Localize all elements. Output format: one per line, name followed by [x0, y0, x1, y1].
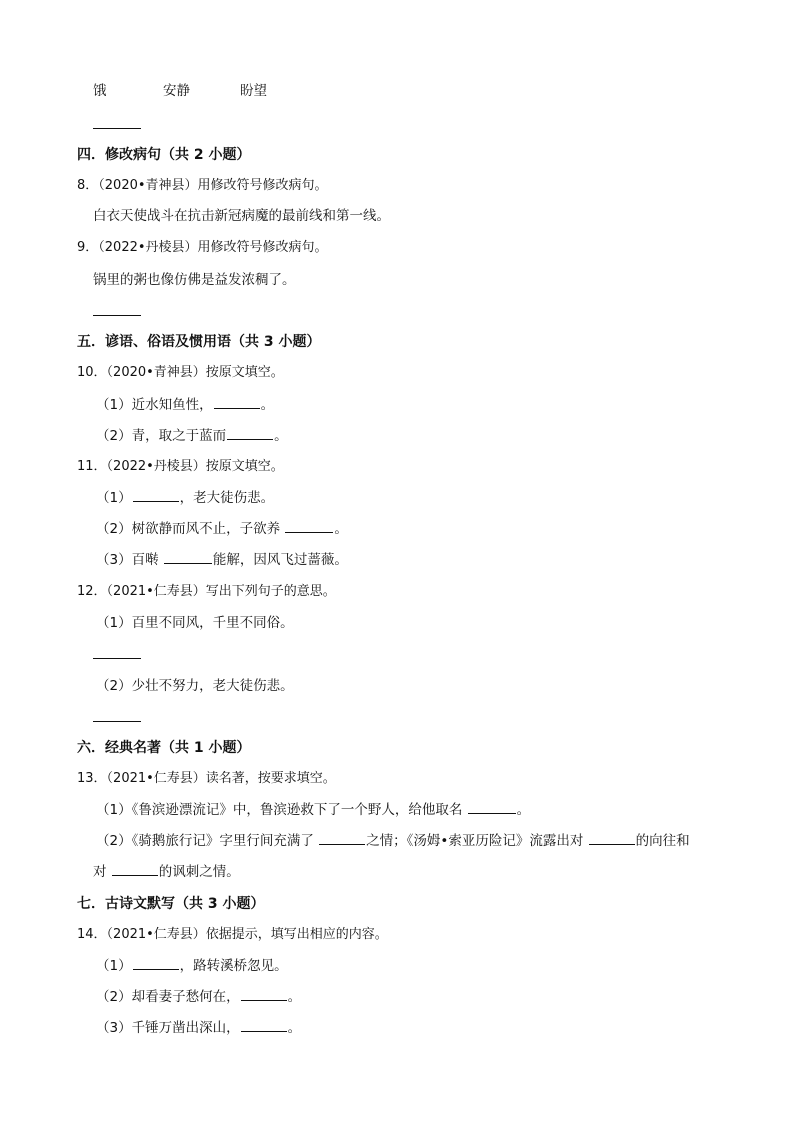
fill-blank[interactable] — [285, 520, 333, 533]
q11-part-2: （2）树欲静而风不止，子欲养 。 — [96, 521, 348, 537]
fill-blank[interactable] — [319, 832, 365, 845]
q13-part-1: （1）《鲁滨逊漂流记》中，鲁滨逊救下了一个野人，给他取名 。 — [96, 802, 531, 818]
q14-stem: 14．（2021•仁寿县）依据提示，填写出相应的内容。 — [77, 927, 388, 942]
answer-line — [93, 315, 141, 316]
fill-blank[interactable] — [164, 551, 212, 564]
word-1: 饿 — [93, 83, 107, 99]
fill-blank[interactable] — [589, 832, 635, 845]
q13-part-2-cont: 对 的讽刺之情。 — [93, 864, 240, 880]
q12-stem: 12．（2021•仁寿县）写出下列句子的意思。 — [77, 584, 336, 599]
section-4-heading: 四．修改病句（共 2 小题） — [77, 147, 251, 163]
q9-stem: 9．（2022•丹棱县）用修改符号修改病句。 — [77, 240, 328, 255]
q14-part-3: （3）千锤万凿出深山， 。 — [96, 1020, 302, 1036]
fill-blank[interactable] — [214, 396, 260, 409]
section-6-heading: 六．经典名著（共 1 小题） — [77, 740, 251, 756]
fill-blank[interactable] — [241, 1019, 287, 1032]
q13-part-2: （2）《骑鹅旅行记》字里行间充满了 之情；《汤姆•索亚历险记》流露出对 的向往和 — [96, 833, 690, 849]
section-5-heading: 五．谚语、俗语及惯用语（共 3 小题） — [77, 334, 321, 350]
fill-blank[interactable] — [468, 801, 516, 814]
q11-part-1: （1） ，老大徒伤悲。 — [96, 490, 275, 506]
word-2: 安静 — [163, 83, 190, 99]
answer-line — [93, 721, 141, 722]
q10-part-2: （2）青，取之于蓝而 。 — [96, 428, 288, 444]
q9-sentence: 锅里的粥也像仿佛是益发浓稠了。 — [93, 272, 296, 288]
q10-stem: 10．（2020•青神县）按原文填空。 — [77, 365, 284, 380]
word-3: 盼望 — [240, 83, 267, 99]
q8-stem: 8．（2020•青神县）用修改符号修改病句。 — [77, 178, 328, 193]
q12-part-2: （2）少壮不努力，老大徒伤悲。 — [96, 678, 294, 694]
q13-stem: 13．（2021•仁寿县）读名著，按要求填空。 — [77, 771, 336, 786]
section-7-heading: 七．古诗文默写（共 3 小题） — [77, 896, 265, 912]
q11-stem: 11．（2022•丹棱县）按原文填空。 — [77, 459, 284, 474]
q12-part-1: （1）百里不同风，千里不同俗。 — [96, 615, 294, 631]
answer-line — [93, 658, 141, 659]
fill-blank[interactable] — [241, 988, 287, 1001]
q11-part-3: （3）百啭 能解，因风飞过蔷薇。 — [96, 552, 348, 568]
q10-part-1: （1）近水知鱼性， 。 — [96, 397, 275, 413]
q14-part-1: （1） ，路转溪桥忽见。 — [96, 958, 288, 974]
fill-blank[interactable] — [133, 957, 179, 970]
answer-line — [93, 128, 141, 129]
q14-part-2: （2）却看妻子愁何在， 。 — [96, 989, 302, 1005]
fill-blank[interactable] — [112, 863, 158, 876]
fill-blank[interactable] — [227, 427, 273, 440]
q8-sentence: 白衣天使战斗在抗击新冠病魔的最前线和第一线。 — [93, 208, 390, 224]
fill-blank[interactable] — [133, 489, 179, 502]
